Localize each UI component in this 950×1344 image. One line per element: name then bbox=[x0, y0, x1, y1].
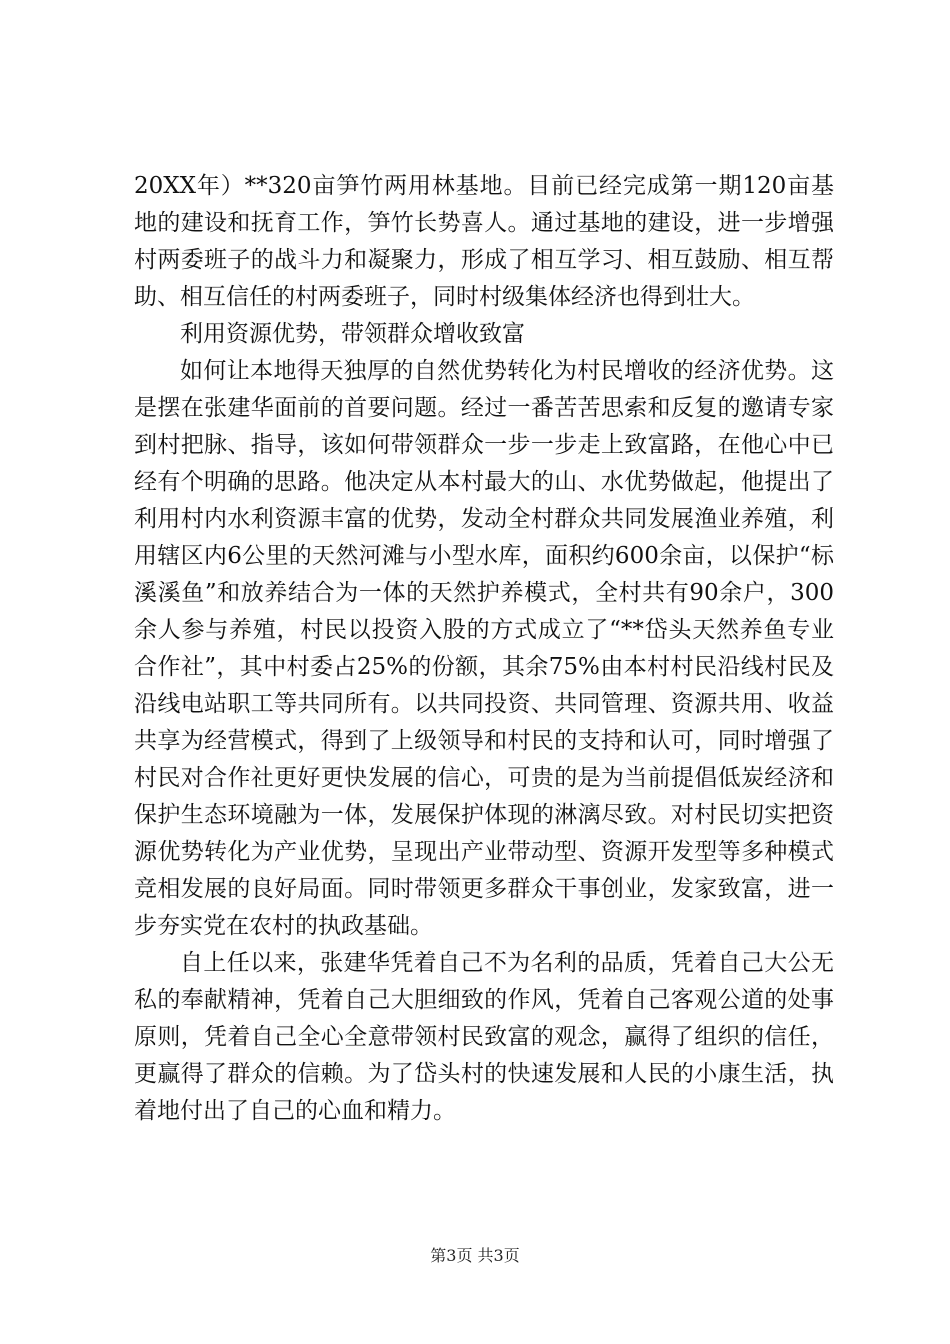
paragraph-continued: 20XX年）**320亩笋竹两用林基地。目前已经完成第一期120亩基地的建设和抚育工作，笋竹长势喜人。通过基地的建设，进一步增强村两委班子的战斗力和凝聚力，形成了相互学习、相互鼓励、相互帮助、相互信任的村两委班子，同时村级集体经济也得到壮大。 bbox=[134, 173, 834, 310]
paragraph-conclusion: 自上任以来，张建华凭着自己不为名利的品质，凭着自己大公无私的奉献精神，凭着自己大胆细致的作风，凭着自己客观公道的处事原则，凭着自己全心全意带领村民致富的观念，赢得了组织的信任，更赢得了群众的信赖。为了岱头村的快速发展和人民的小康生活，执着地付出了自己的心血和精力。 bbox=[134, 950, 834, 1124]
section-heading: 利用资源优势，带领群众增收致富 bbox=[180, 321, 525, 347]
paragraph-resource-advantage: 如何让本地得天独厚的自然优势转化为村民增收的经济优势。这是摆在张建华面前的首要问题。经过一番苦苦思索和反复的邀请专家到村把脉、指导，该如何带领群众一步一步走上致富路，在他心中已经有个明确的思路。他决定从本村最大的山、水优势做起，他提出了利用村内水利资源丰富的优势，发动全村群众共同发展渔业养殖，利用辖区内6公里的天然河滩与小型水库，面积约600余亩，以保护“标溪溪鱼”和放养结合为一体的天然护养模式，全村共有90余户，300余人参与养殖，村民以投资入股的方式成立了“**岱头天然养鱼专业合作社”，其中村委占25%的份额，其余75%由本村村民沿线村民及沿线电站职工等共同所有。以共同投资、共同管理、资源共用、收益共享为经营模式，得到了上级领导和村民的支持和认可，同时增强了村民对合作社更好更快发展的信心，可贵的是为当前提倡低炭经济和保护生态环境融为一体，发展保护体现的淋漓尽致。对村民切实把资源优势转化为产业优势，呈现出产业带动型、资源开发型等多种模式竞相发展的良好局面。同时带领更多群众干事创业，发家致富，进一步夯实党在农村的执政基础。 bbox=[134, 358, 834, 939]
document-body bbox=[134, 168, 834, 1130]
page-number-footer: 第3页 共3页 bbox=[430, 1246, 520, 1265]
